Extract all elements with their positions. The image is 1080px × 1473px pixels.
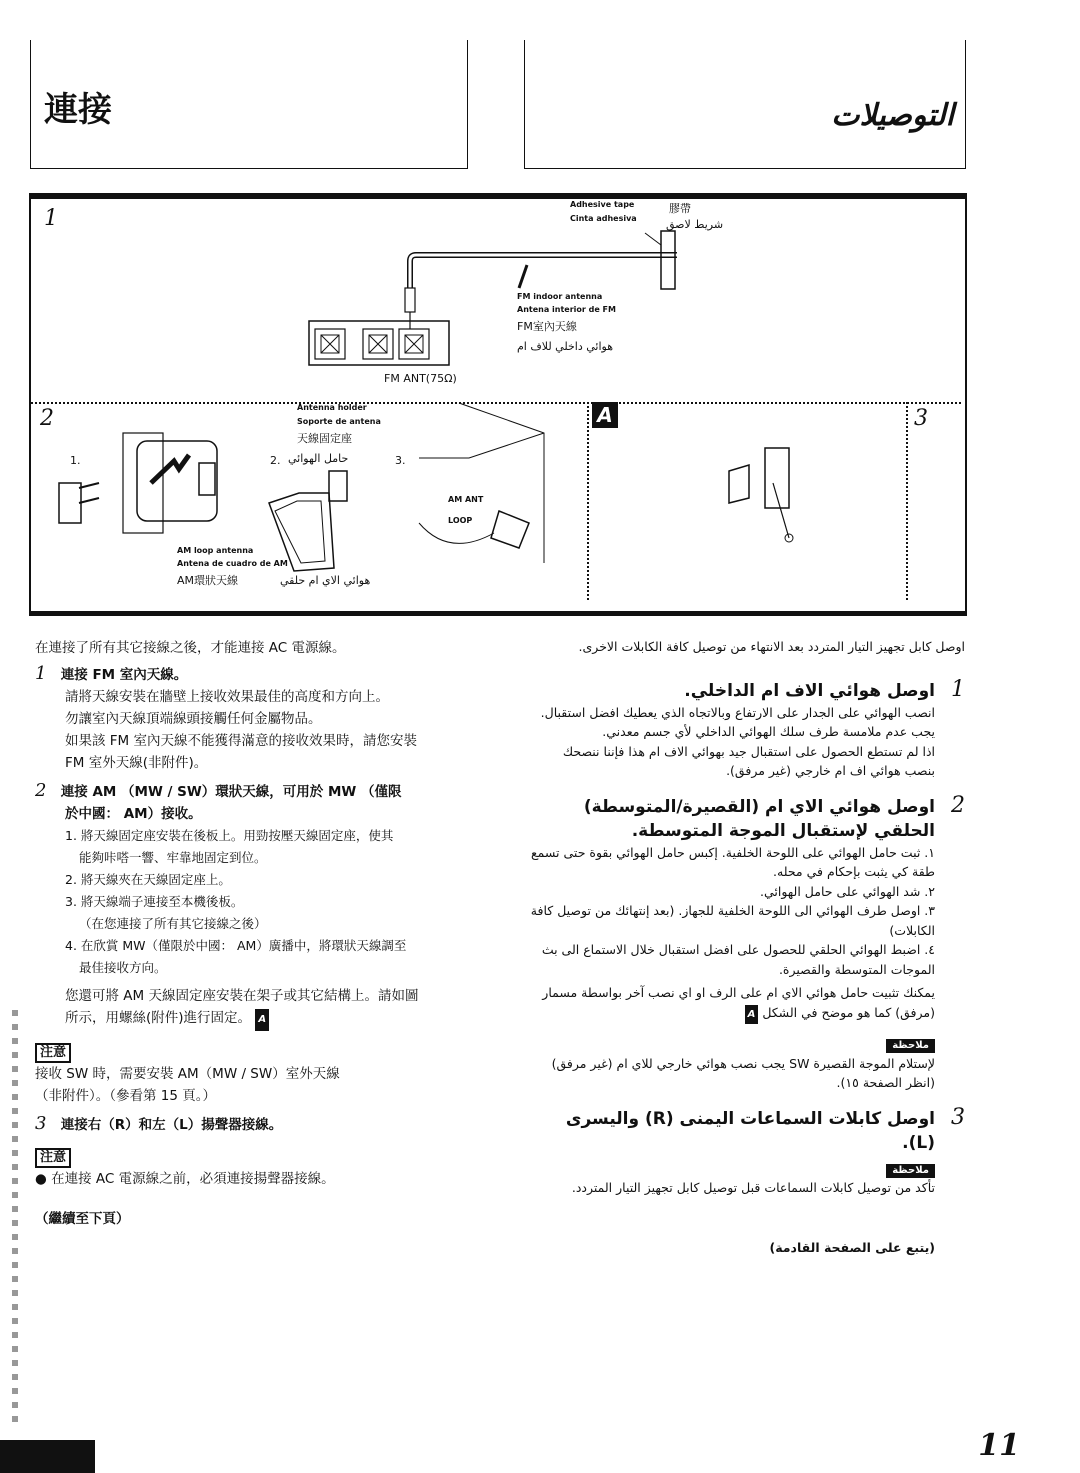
zh-step2-item1b: 能夠咔嗒一響、牢靠地固定到位。 — [79, 850, 267, 865]
adhesive-tape-label-ar: شريط لاصق — [666, 218, 724, 231]
am-loop-label-es: Antena de cuadro de AM — [177, 559, 288, 568]
zh-step3-number: 3 — [35, 1113, 47, 1134]
step2-number: 2 — [40, 406, 54, 431]
ar-step2-item3: ٣. اوصل طرف الهوائي الى اللوحة الخلفية للجهاز. (بعد إنتهائك من توصيل كافة الكابلات) — [530, 903, 935, 938]
zh-a-badge: A — [255, 1009, 269, 1031]
antenna-holder-label-zh: 天線固定座 — [297, 432, 352, 445]
figure-drawing — [29, 193, 963, 605]
ar-step2-p5-row — [530, 983, 935, 1024]
ar-step2-item4: ٤. اضبط الهوائي الحلقي للحصول على افضل استقبال خلال الاستماع الى بث الموجات المتوسطة والقصيرة. — [541, 942, 935, 977]
fm-indoor-label-en: FM indoor antenna — [517, 292, 603, 301]
scan-edge-strip — [12, 1010, 18, 1430]
fm-indoor-label-ar: هوائي داخلي للاف ام — [517, 340, 614, 353]
antenna-holder-label-es: Soporte de antena — [297, 417, 381, 426]
zh-step2-title-a: 連接 AM （MW / SW）環狀天線，可用於 MW （僅限 — [60, 784, 402, 800]
page-title-zh: 連接 — [44, 90, 112, 130]
zh-continued: （繼續至下頁） — [35, 1211, 130, 1227]
adhesive-tape-label-en: Adhesive tape — [570, 200, 635, 209]
zh-step2-item2: 2. 將天線夾在天線固定座上。 — [65, 872, 231, 887]
zh-step2-p5b: 所示，用螺絲(附件)進行固定。 — [65, 1010, 252, 1026]
ar-note2: تأكد من توصيل كابلات السماعات قبل توصيل كابل تجهيز التيار المتردد. — [571, 1180, 935, 1195]
zh-note-badge-1: 注意 — [35, 1043, 71, 1063]
step2-marker-3: 3. — [395, 454, 406, 467]
zh-column — [35, 637, 475, 1230]
fm-indoor-label-es: Antena interior de FM — [517, 305, 616, 314]
am-loop-label-en: AM loop antenna — [177, 546, 254, 555]
ar-step3-title: اوصل كابلات السماعات اليمنى (R) واليسرى (L). — [565, 1108, 935, 1153]
zh-step3-heading — [35, 1113, 475, 1136]
ar-step2-number: 2 — [951, 792, 965, 818]
antenna-holder-label-ar: حامل الهوائي — [288, 452, 349, 465]
step3-number: 3 — [914, 406, 928, 431]
ar-a-badge: A — [745, 1005, 759, 1025]
zh-step1-p3: 如果該 FM 室內天線不能獲得滿意的接收效果時，請您安裝 — [65, 733, 417, 749]
zh-step1-title: 連接 FM 室內天線。 — [60, 667, 188, 683]
zh-step2-p5b-row — [65, 1007, 475, 1031]
adhesive-tape-label-zh: 膠帶 — [669, 202, 691, 215]
ar-step1-p2: يجب عدم ملامسة طرف سلك الهوائي الداخلي لأي جسم معدني. — [602, 724, 935, 739]
ar-continued: (يتبع على الصفحة القادمة) — [769, 1239, 935, 1255]
zh-step1-p4: FM 室外天線(非附件)。 — [65, 755, 208, 771]
ar-step2-item1: ١. ثبت حامل الهوائي على اللوحة الخلفية. إكبس حامل الهوائي بقوة حتى تسمع طقة كي يثبت بإحكام في محله. — [531, 844, 935, 879]
zh-note2: ● 在連接 AC 電源線之前，必須連接揚聲器接線。 — [35, 1171, 335, 1187]
zh-step2-item4a: 4. 在欣賞 MW（僅限於中國： AM）廣播中，將環狀天線調至 — [65, 938, 407, 953]
zh-intro: 在連接了所有其它接線之後，才能連接 AC 電源線。 — [35, 640, 346, 656]
ar-step1-p1: انصب الهوائي على الجدار على الارتفاع وبالاتجاه الذي يعطيك افضل استقبال. — [540, 704, 935, 720]
fm-ant-terminal-label: FM ANT(75Ω) — [384, 372, 457, 385]
ar-intro: اوصل كابل تجهيز التيار المتردد بعد الانتهاء من توصيل كافة الكابلات الاخرى. — [578, 639, 965, 654]
step1-number: 1 — [44, 206, 58, 231]
zh-step2-heading — [35, 780, 475, 803]
zh-step1-heading — [35, 663, 475, 686]
step2-marker-1: 1. — [70, 454, 81, 467]
ar-step2-p5: يمكنك تثبيت حامل هوائي الاي ام على الرف او اي نصب آخر بواسطة مسمار (مرفق) كما هو موضح في الشكل — [542, 985, 935, 1020]
ar-note1: لإستلام الموجة القصيرة SW يجب نصب هوائي خارجي للاي ام (غير مرفق) (انظر الصفحة ١٥). — [551, 1055, 935, 1090]
am-ant-terminal-label: AM ANT — [448, 495, 484, 504]
am-loop-label-ar: هوائي الاي ام حلقي — [280, 574, 371, 587]
ar-step1-p3: اذا لم تستطع الحصول على استقبال جيد بهوائي الاف ام هذا فإننا ننصحك بنصب هوائي اف ام خارجي (غير مرفق). — [562, 743, 935, 778]
zh-note-badge-2: 注意 — [35, 1148, 71, 1168]
ar-step1-number: 1 — [951, 676, 965, 702]
ar-step2-title: اوصل هوائي الاي ام (القصيرة/المتوسطة) الحلقي لإستقبال الموجة المتوسطة. — [583, 796, 935, 841]
ar-step1-title: اوصل هوائي الاف ام الداخلي. — [684, 680, 935, 701]
zh-step2-title-b: 於中國： AM）接收。 — [65, 806, 202, 822]
antenna-holder-label-en: Antenna holder — [297, 403, 367, 412]
zh-step2-number: 2 — [35, 780, 47, 801]
zh-step2-p5a: 您還可將 AM 天線固定座安裝在架子或其它結構上。請如圖 — [65, 988, 419, 1004]
ar-step2-item2: ٢. شد الهوائي على حامل الهوائي. — [759, 883, 935, 899]
am-loop-label-zh: AM環狀天線 — [177, 574, 239, 587]
zh-step1-p2: 勿讓室內天線頂端線頭接觸任何金屬物品。 — [65, 711, 322, 727]
page-title-ar: التوصيلات — [831, 98, 954, 133]
ar-step3-number: 3 — [951, 1104, 965, 1130]
scan-edge-mark — [0, 1440, 95, 1473]
fm-indoor-label-zh: FM室內天線 — [517, 320, 577, 333]
step2-marker-2: 2. — [270, 454, 281, 467]
ar-note-badge-1: ملاحظة — [886, 1039, 935, 1053]
ar-note-badge-2: ملاحظة — [886, 1164, 935, 1178]
zh-note1b: （非附件）。（參看第 15 頁。） — [35, 1088, 217, 1104]
section-a-badge-label: A — [597, 403, 613, 427]
zh-step2-item3a: 3. 將天線端子連接至本機後板。 — [65, 894, 244, 909]
adhesive-tape-label-es: Cinta adhesiva — [570, 214, 637, 223]
zh-step1-number: 1 — [35, 663, 47, 684]
zh-step2-item4b: 最佳接收方向。 — [79, 960, 167, 975]
loop-terminal-label: LOOP — [448, 516, 473, 525]
zh-step2-item1a: 1. 將天線固定座安裝在後板上。用勁按壓天線固定座，使其 — [65, 828, 394, 843]
ar-column — [530, 637, 965, 1257]
zh-note1a: 接收 SW 時，需要安裝 AM（MW / SW）室外天線 — [35, 1066, 340, 1082]
zh-step2-item3b: （在您連接了所有其它接線之後） — [79, 916, 267, 931]
zh-step3-title: 連接右（R）和左（L）揚聲器接線。 — [60, 1117, 283, 1133]
page-number: 11 — [978, 1428, 1020, 1463]
zh-step1-p1: 請將天線安裝在牆壁上接收效果最佳的高度和方向上。 — [65, 689, 389, 705]
